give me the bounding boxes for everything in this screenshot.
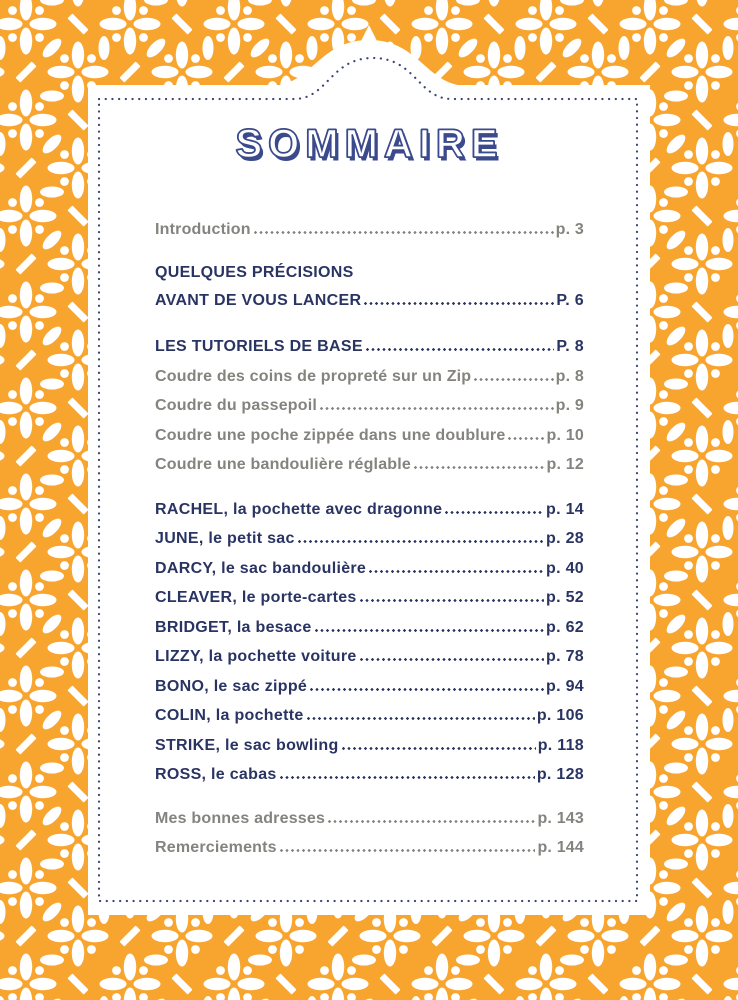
toc-page-number: p. 118 [537, 736, 584, 754]
toc-page-number: p. 9 [555, 397, 584, 414]
toc-row [155, 755, 584, 785]
toc-leader-dots [366, 348, 555, 351]
toc-row [155, 386, 584, 416]
toc-leader-dots [414, 466, 545, 469]
toc-page-number: p. 106 [536, 707, 584, 724]
toc-row [155, 666, 584, 696]
toc-leader-dots [474, 378, 553, 381]
toc-section [155, 255, 584, 310]
toc-label: BRIDGET, la besace [155, 618, 312, 636]
toc-row [155, 519, 584, 549]
toc-label: Remerciements [155, 839, 277, 856]
toc-label: AVANT DE VOUS LANCER [155, 291, 362, 309]
toc-row [155, 607, 584, 637]
toc-label: Coudre des coins de propreté sur un Zip [155, 367, 472, 385]
toc-leader-dots [364, 302, 554, 305]
toc-row [155, 209, 584, 239]
toc-row [155, 548, 584, 578]
toc-leader-dots [280, 776, 535, 779]
toc-leader-dots [508, 437, 544, 440]
toc-label: LIZZY, la pochette voiture [155, 648, 357, 665]
toc [155, 209, 584, 857]
toc-label: CLEAVER, le porte-cartes [155, 589, 357, 606]
toc-leader-dots [328, 820, 535, 823]
toc-label: Coudre une poche zippée dans une doublure [155, 426, 506, 444]
toc-page-number: p. 28 [546, 530, 584, 547]
toc-section [155, 489, 584, 784]
toc-page-number: P. 6 [556, 291, 584, 309]
toc-row [155, 356, 584, 386]
toc-page-number: p. 62 [546, 618, 584, 636]
toc-page-number: p. 10 [546, 426, 584, 444]
toc-leader-dots [342, 747, 536, 750]
toc-page-number: p. 14 [546, 500, 584, 518]
toc-leader-dots [360, 599, 544, 602]
toc-row [155, 798, 584, 828]
toc-page-number: P. 8 [556, 338, 584, 355]
toc-page-number: p. 144 [537, 839, 584, 856]
toc-leader-dots [298, 540, 544, 543]
toc-panel-content [88, 85, 650, 915]
toc-label: Coudre une bandoulière réglable [155, 456, 412, 473]
toc-leader-dots [369, 570, 544, 573]
toc-page-number: p. 12 [546, 456, 584, 473]
toc-label: RACHEL, la pochette avec dragonne [155, 500, 443, 518]
toc-row [155, 415, 584, 445]
toc-leader-dots [307, 717, 535, 720]
toc-leader-dots [310, 688, 544, 691]
page-title: SOMMAIRE [235, 122, 504, 166]
toc-label: Coudre du passepoil [155, 397, 318, 414]
toc-leader-dots [280, 849, 536, 852]
toc-leader-dots [254, 231, 554, 234]
toc-section [155, 798, 584, 857]
toc-page-number: p. 78 [546, 648, 584, 665]
toc-page-number: p. 143 [537, 809, 584, 827]
toc-label: Mes bonnes adresses [155, 809, 326, 827]
toc-row [155, 255, 584, 283]
toc-page-number: p. 52 [546, 589, 584, 606]
toc-page-number: p. 128 [536, 766, 584, 783]
toc-row [155, 282, 584, 310]
toc-section [155, 209, 584, 239]
toc-label: Introduction [155, 220, 251, 238]
toc-label: STRIKE, le sac bowling [155, 736, 339, 754]
toc-row [155, 578, 584, 608]
toc-page-number: p. 94 [546, 677, 584, 695]
toc-leader-dots [315, 629, 544, 632]
toc-leader-dots [445, 511, 544, 514]
toc-section [155, 327, 584, 475]
toc-row [155, 637, 584, 667]
toc-leader-dots [320, 407, 554, 410]
toc-label: BONO, le sac zippé [155, 677, 308, 695]
toc-row [155, 327, 584, 357]
toc-page-number: p. 40 [546, 559, 584, 577]
toc-page-number: p. 8 [555, 367, 584, 385]
toc-label: DARCY, le sac bandoulière [155, 559, 367, 577]
toc-label: COLIN, la pochette [155, 707, 304, 724]
toc-leader-dots [360, 658, 544, 661]
toc-label: QUELQUES PRÉCISIONS [155, 264, 354, 281]
toc-row [155, 489, 584, 519]
toc-label: JUNE, le petit sac [155, 530, 295, 547]
toc-row [155, 725, 584, 755]
toc-row [155, 828, 584, 858]
toc-row [155, 696, 584, 726]
toc-row [155, 445, 584, 475]
toc-label: ROSS, le cabas [155, 766, 277, 783]
toc-label: LES TUTORIELS DE BASE [155, 338, 363, 355]
toc-page-number: p. 3 [555, 220, 584, 238]
